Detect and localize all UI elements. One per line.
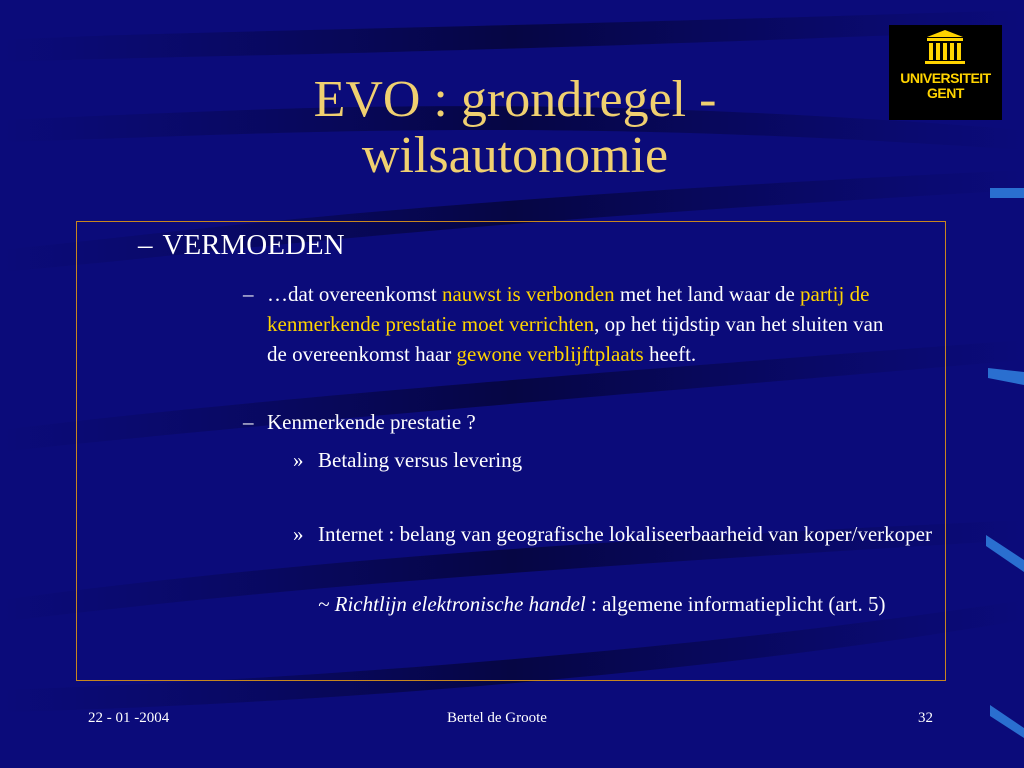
text-run: , op het tijdstip van het sluiten van de overeenkomst haar	[267, 312, 884, 366]
sub-bullet-payment	[293, 445, 933, 475]
note-rest: : algemene informatieplicht (art. 5)	[585, 592, 886, 616]
sub-bullet-internet	[293, 519, 933, 549]
slide-title	[180, 72, 850, 184]
bullet-dash: –	[138, 229, 153, 261]
bullet-item-characteristic	[243, 407, 903, 437]
highlight-run: gewone verblijftplaats	[456, 342, 644, 366]
bullet-item-presumption	[243, 279, 903, 369]
highlight-run: nauwst is verbonden	[441, 282, 615, 306]
logo-text-line-2: GENT	[927, 85, 964, 101]
bullet-chevron: »	[293, 522, 304, 546]
bullet-text: Betaling versus levering	[318, 448, 523, 472]
bullet-text: Internet : belang van geografische lokaliseerbaarheid van koper/verkoper	[318, 522, 932, 546]
title-line-1: EVO : grondregel -	[313, 71, 717, 128]
universiteit-gent-logo	[889, 25, 1002, 120]
text-run: met het land waar de	[614, 282, 801, 306]
bullet-dash: –	[243, 282, 254, 306]
text-run: heeft.	[643, 342, 697, 366]
directive-name: ~ Richtlijn elektronische handel	[318, 592, 586, 616]
footer-page-number: 32	[918, 710, 933, 726]
bullet-dash: –	[243, 410, 254, 434]
bullet-text: Kenmerkende prestatie ?	[267, 410, 476, 434]
logo-text-line-1: UNIVERSITEIT	[900, 70, 991, 86]
highlight-run: partij de kenmerkende prestatie moet verrichten	[267, 282, 870, 336]
footer-author: Bertel de Groote	[447, 710, 547, 726]
bullet-heading	[138, 228, 345, 262]
sub-bullet-note	[293, 589, 933, 619]
heading-text: VERMOEDEN	[162, 229, 345, 261]
footer-date: 22 - 01 -2004	[88, 710, 170, 726]
title-line-2: wilsautonomie	[361, 127, 669, 184]
bullet-chevron: »	[293, 448, 304, 472]
text-run: …dat overeenkomst	[267, 282, 442, 306]
bullet-text	[267, 279, 903, 369]
note-text	[318, 589, 933, 619]
